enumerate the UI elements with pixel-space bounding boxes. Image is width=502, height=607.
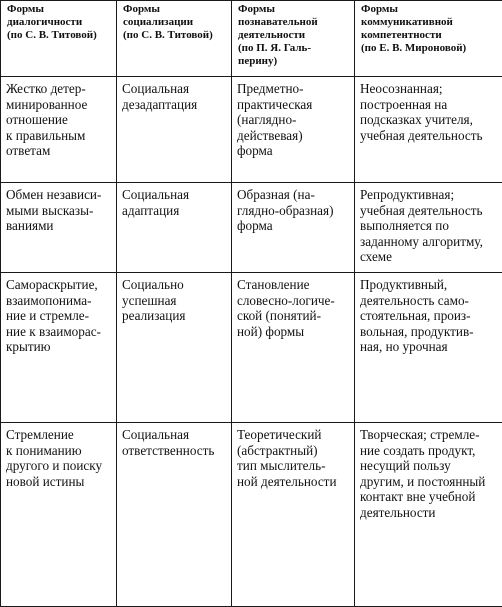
table-cell: Социально успешная реализация	[117, 273, 232, 423]
table-cell: Репродуктивная; учебная деятельность выполняется по заданному алгоритму, схеме	[355, 183, 502, 273]
column-header: Формы познавательной деятельности (по П. Я. Галь- перину)	[232, 1, 355, 77]
column-header: Формы социализации (по С. В. Титовой)	[117, 1, 232, 77]
table-row	[1, 423, 502, 607]
table-cell: Неосознанная; построенная на подсказках учителя, учебная деятельность	[355, 77, 502, 183]
column-header: Формы коммуникативной компетентности (по Е. В. Мироновой)	[355, 1, 502, 77]
table-cell: Стремление к пониманию другого и поиску новой истины	[1, 423, 117, 607]
table-row	[1, 183, 502, 273]
column-header: Формы диалогичности (по С. В. Титовой)	[1, 1, 117, 77]
table-cell: Продуктивный, деятельность само- стоятельная, произ- вольная, продуктив- ная, но урочная	[355, 273, 502, 423]
header-row	[1, 1, 502, 77]
table-cell: Социальная адаптация	[117, 183, 232, 273]
table-cell: Самораскрытие, взаимопонима- ние и стремле- ние к взаиморас- крытию	[1, 273, 117, 423]
table-cell: Творческая; стремле- ние создать продукт, несущий пользу другим, и постоянный контакт вне учебной деятельности	[355, 423, 502, 607]
table-cell: Жестко детер- минированное отношение к правильным ответам	[1, 77, 117, 183]
table-cell: Социальная ответственность	[117, 423, 232, 607]
table-cell: Предметно- практическая (наглядно- действевая) форма	[232, 77, 355, 183]
table-cell: Становление словесно-логиче- ской (понятий- ной) формы	[232, 273, 355, 423]
table-cell: Теоретический (абстрактный) тип мыслитель- ной деятельности	[232, 423, 355, 607]
table-cell: Образная (на- глядно-образная) форма	[232, 183, 355, 273]
table-cell: Обмен независи- мыми высказы- ваниями	[1, 183, 117, 273]
table-row	[1, 273, 502, 423]
table-row	[1, 77, 502, 183]
table-cell: Социальная дезадаптация	[117, 77, 232, 183]
